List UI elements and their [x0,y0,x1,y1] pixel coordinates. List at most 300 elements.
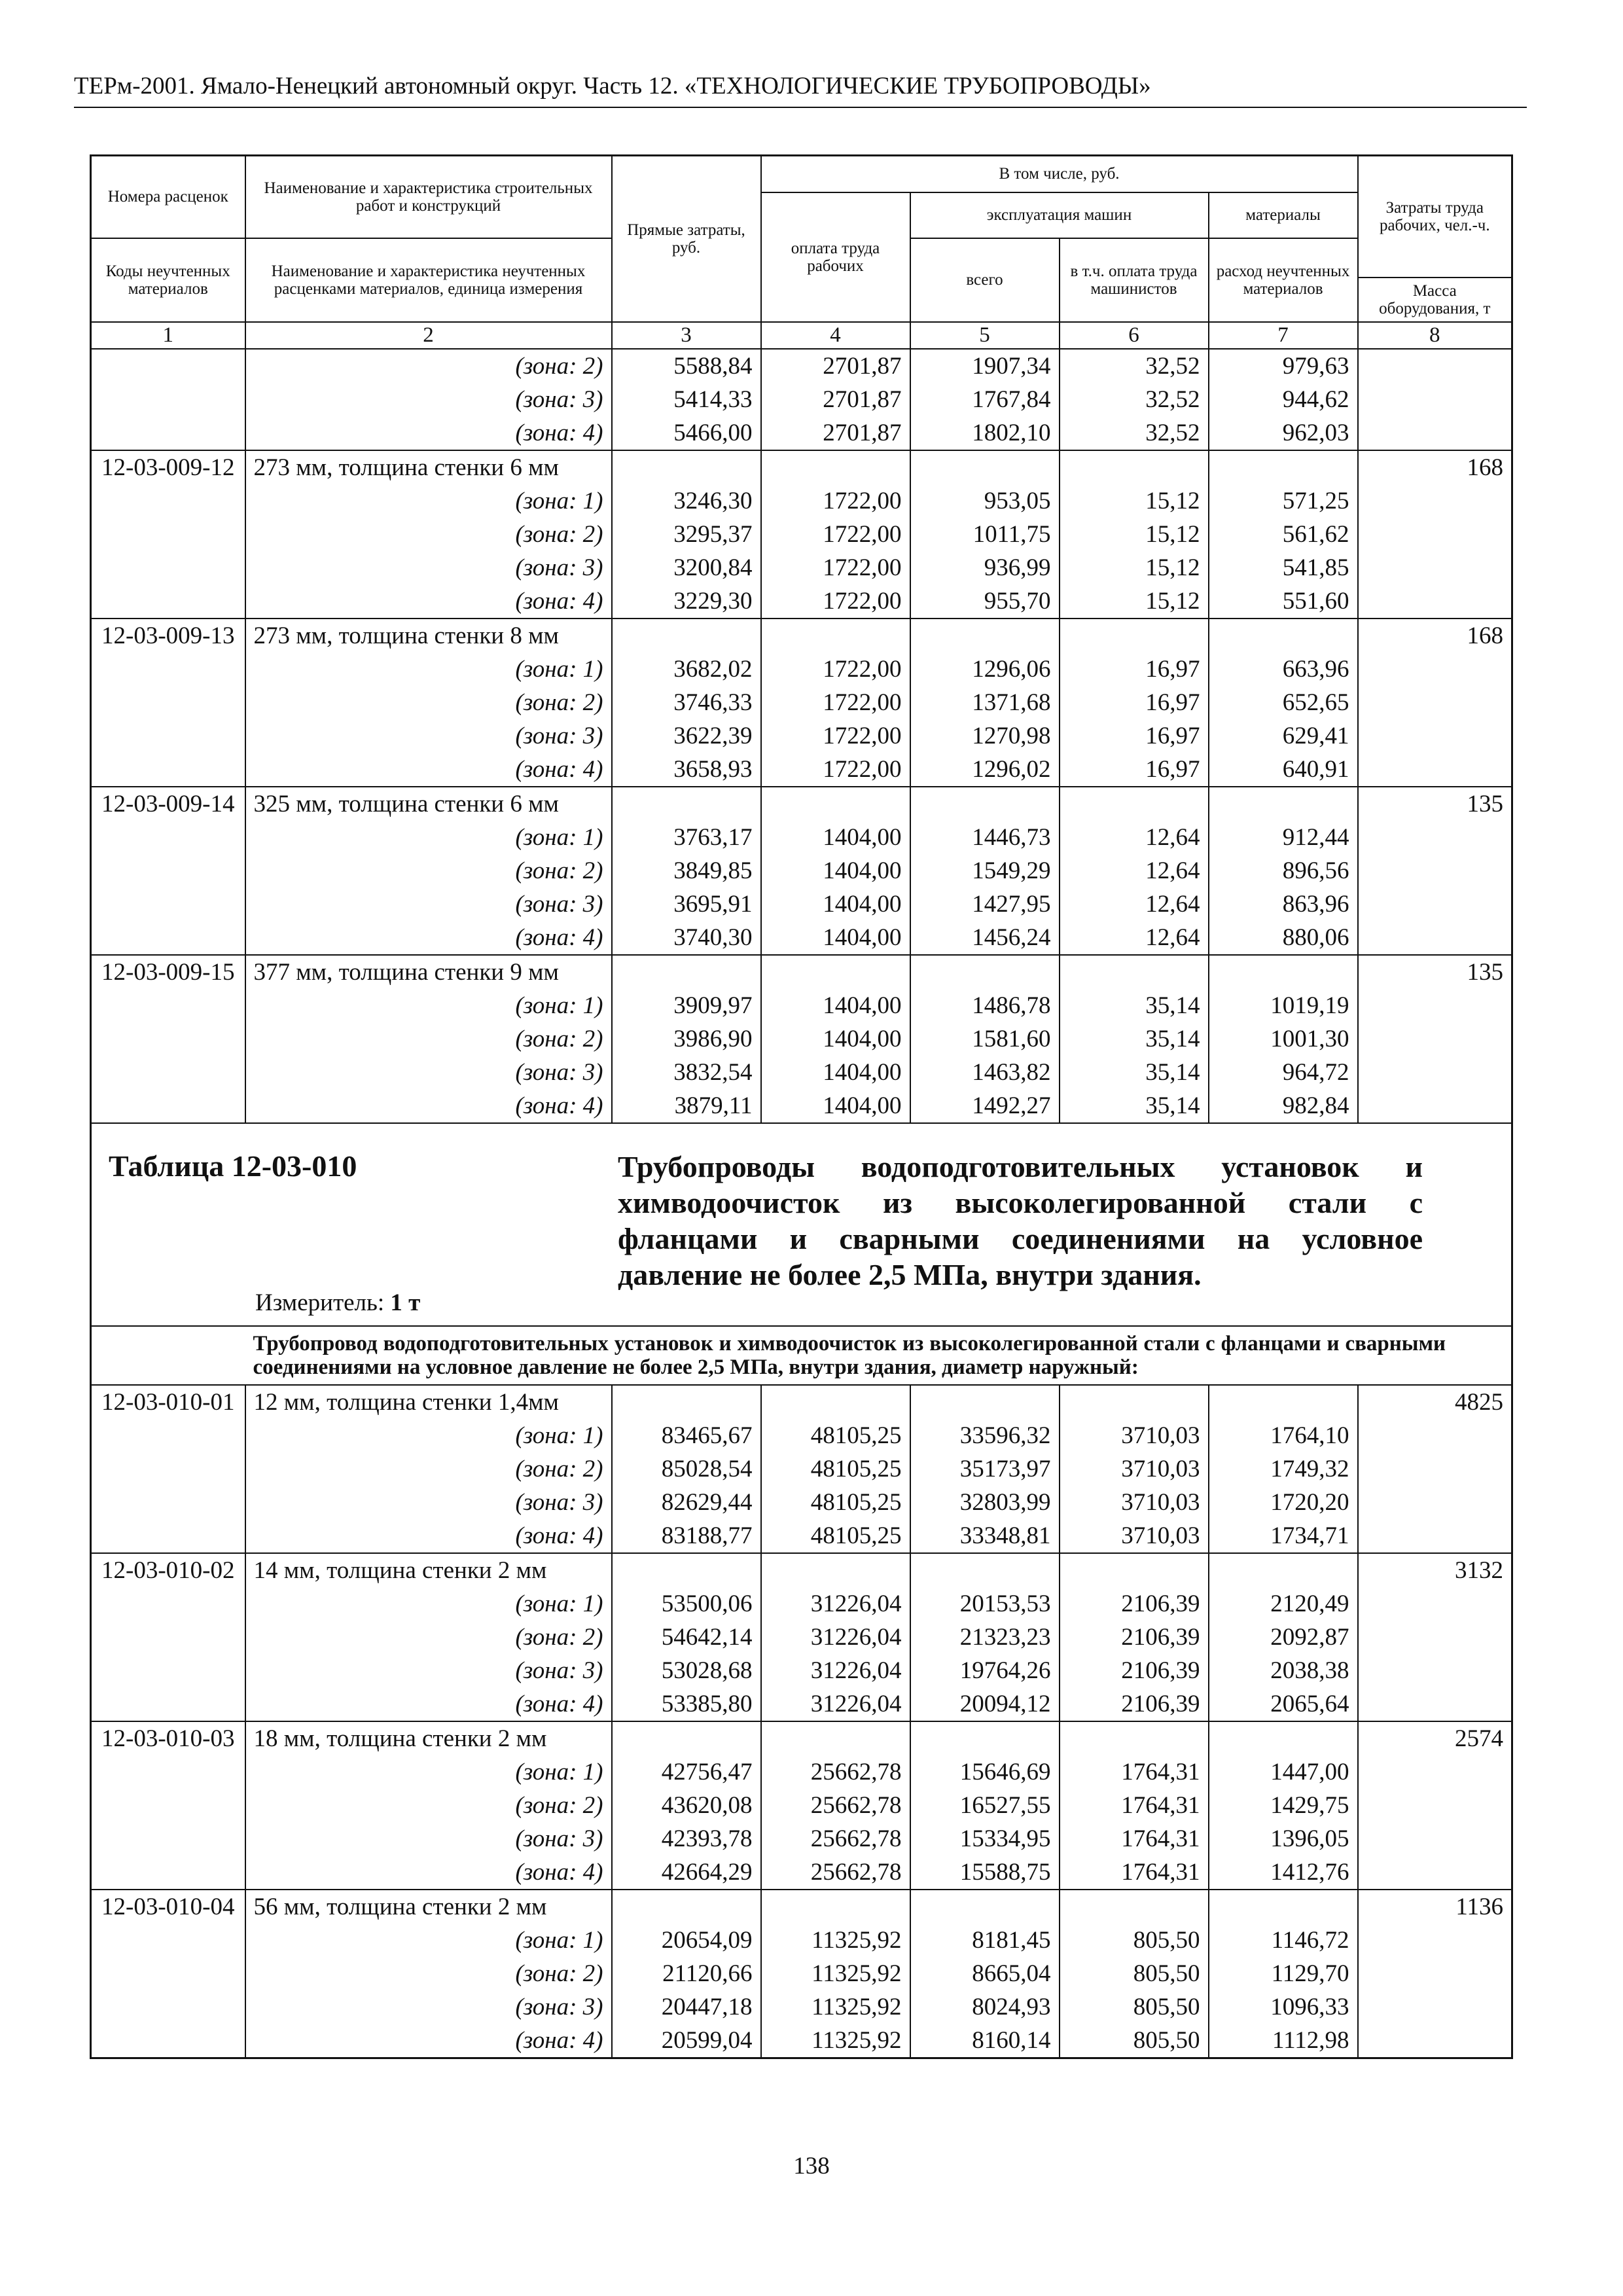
zone-row [91,1519,1512,1553]
machines-total: 953,05 [910,484,1060,518]
empty-cell [1358,1621,1512,1654]
machines-total: 20153,53 [910,1587,1060,1621]
zone-row [91,1621,1512,1654]
empty-cell [612,619,761,653]
empty-cell [1358,1822,1512,1856]
wages-cost: 1404,00 [761,921,910,955]
rates-table [90,154,1513,2059]
zone-row [91,1654,1512,1687]
operator-wages: 805,50 [1060,1957,1209,1990]
zone-label: (зона: 2) [245,349,612,383]
materials-cost: 1764,10 [1209,1419,1358,1452]
header-unaccounted-materials: расход неучтенных материалов [1209,238,1358,322]
direct-cost: 43620,08 [612,1789,761,1822]
direct-cost: 83188,77 [612,1519,761,1553]
operator-wages: 1764,31 [1060,1755,1209,1789]
zone-label: (зона: 2) [245,1789,612,1822]
zone-row [91,1486,1512,1519]
empty-cell [761,1721,910,1755]
rate-code: 12-03-009-15 [91,955,245,989]
empty-cell [612,1721,761,1755]
empty-cell [1358,921,1512,955]
zone-label: (зона: 2) [245,854,612,888]
empty-cell [1358,686,1512,719]
wages-cost: 2701,87 [761,383,910,416]
empty-cell [761,787,910,821]
empty-cell [1358,551,1512,584]
column-number: 2 [245,322,612,349]
materials-cost: 1447,00 [1209,1755,1358,1789]
empty-cell [1358,1990,1512,2024]
zone-label: (зона: 3) [245,1654,612,1687]
operator-wages: 12,64 [1060,888,1209,921]
empty-cell [1358,1924,1512,1957]
zone-label: (зона: 3) [245,1486,612,1519]
wages-cost: 25662,78 [761,1789,910,1822]
empty-cell [1060,1721,1209,1755]
machines-total: 1446,73 [910,821,1060,854]
zone-row [91,921,1512,955]
operator-wages: 32,52 [1060,383,1209,416]
direct-cost: 53028,68 [612,1654,761,1687]
empty-cell [1358,2024,1512,2058]
direct-cost: 3746,33 [612,686,761,719]
header-machines-total: всего [910,238,1060,322]
machines-total: 1427,95 [910,888,1060,921]
empty-cell [1209,1553,1358,1587]
header-materials: материалы [1209,192,1358,238]
empty-cell [910,1385,1060,1419]
operator-wages: 2106,39 [1060,1587,1209,1621]
table-header [91,156,1512,349]
materials-cost: 896,56 [1209,854,1358,888]
direct-cost: 42756,47 [612,1755,761,1789]
machines-total: 1296,06 [910,653,1060,686]
zone-label: (зона: 4) [245,416,612,450]
materials-cost: 1019,19 [1209,989,1358,1022]
machines-total: 21323,23 [910,1621,1060,1654]
rate-item-row [91,1553,1512,1587]
wages-cost: 1404,00 [761,821,910,854]
operator-wages: 2106,39 [1060,1621,1209,1654]
wages-cost: 25662,78 [761,1856,910,1890]
operator-wages: 15,12 [1060,484,1209,518]
operator-wages: 805,50 [1060,1990,1209,2024]
empty-cell [612,955,761,989]
empty-cell [761,1385,910,1419]
materials-cost: 2120,49 [1209,1587,1358,1621]
empty-cell [1358,1022,1512,1056]
column-number: 3 [612,322,761,349]
column-number: 4 [761,322,910,349]
empty-cell [1358,989,1512,1022]
materials-cost: 551,60 [1209,584,1358,619]
empty-cell [910,619,1060,653]
zone-label: (зона: 4) [245,921,612,955]
labor-cost: 168 [1358,619,1512,653]
empty-cell [91,1654,245,1687]
header-equipment-mass: Масса оборудования, т [1358,278,1512,322]
header-rate-numbers: Номера расценок [91,156,245,238]
zone-label: (зона: 4) [245,1687,612,1721]
direct-cost: 53500,06 [612,1587,761,1621]
empty-cell [91,2024,245,2058]
zone-row [91,584,1512,619]
zone-row [91,1056,1512,1089]
machines-total: 15334,95 [910,1822,1060,1856]
zone-row [91,1687,1512,1721]
measure-value: 1 т [390,1289,421,1316]
empty-cell [91,686,245,719]
direct-cost: 5588,84 [612,349,761,383]
column-number: 6 [1060,322,1209,349]
empty-cell [91,719,245,753]
empty-cell [910,1890,1060,1924]
zone-label: (зона: 1) [245,1924,612,1957]
empty-cell [1209,1721,1358,1755]
zone-label: (зона: 2) [245,1957,612,1990]
header-labor-costs: Затраты труда рабочих, чел.-ч. [1358,156,1512,278]
header-material-names: Наименование и характеристика неучтенных расценками материалов, единица измерения [245,238,612,322]
wages-cost: 1722,00 [761,551,910,584]
measure-label: Измеритель: [255,1289,385,1316]
materials-cost: 2038,38 [1209,1654,1358,1687]
direct-cost: 3832,54 [612,1056,761,1089]
machines-total: 955,70 [910,584,1060,619]
section-description: Трубопровод водоподготовительных установок и химводоочисток из высоколегированной стали с фланцами и сварными соединениями на условное давление не более 2,5 МПа, внутри здания, диаметр наружный: [245,1326,1512,1385]
direct-cost: 82629,44 [612,1486,761,1519]
labor-cost: 135 [1358,787,1512,821]
machines-total: 15646,69 [910,1755,1060,1789]
zone-row [91,1957,1512,1990]
materials-cost: 652,65 [1209,686,1358,719]
machines-total: 33348,81 [910,1519,1060,1553]
materials-cost: 1096,33 [1209,1990,1358,2024]
empty-cell [91,1452,245,1486]
zone-row [91,989,1512,1022]
machines-total: 1296,02 [910,753,1060,787]
rows-bottom [91,1385,1512,2058]
operator-wages: 16,97 [1060,753,1209,787]
materials-cost: 640,91 [1209,753,1358,787]
zone-row [91,1856,1512,1890]
zone-label: (зона: 1) [245,821,612,854]
empty-cell [1358,1056,1512,1089]
zone-row [91,1924,1512,1957]
empty-cell [91,1056,245,1089]
zone-label: (зона: 2) [245,1621,612,1654]
materials-cost: 1129,70 [1209,1957,1358,1990]
materials-cost: 880,06 [1209,921,1358,955]
zone-label: (зона: 2) [245,686,612,719]
direct-cost: 54642,14 [612,1621,761,1654]
empty-cell [91,349,245,383]
empty-cell [91,416,245,450]
zone-label: (зона: 3) [245,719,612,753]
empty-cell [1209,1890,1358,1924]
measure-unit [255,1289,420,1317]
empty-cell [1209,787,1358,821]
empty-cell [1358,1654,1512,1687]
machines-total: 35173,97 [910,1452,1060,1486]
section-description-row [91,1326,1512,1385]
empty-cell [91,888,245,921]
column-number: 8 [1358,322,1512,349]
machines-total: 15588,75 [910,1856,1060,1890]
empty-cell [91,653,245,686]
empty-cell [1060,1553,1209,1587]
empty-cell [91,484,245,518]
operator-wages: 32,52 [1060,349,1209,383]
empty-cell [910,450,1060,484]
operator-wages: 16,97 [1060,719,1209,753]
zone-row [91,821,1512,854]
operator-wages: 15,12 [1060,518,1209,551]
empty-cell [1358,518,1512,551]
zone-label: (зона: 2) [245,1022,612,1056]
empty-cell [1358,888,1512,921]
zone-row [91,1822,1512,1856]
wages-cost: 1722,00 [761,653,910,686]
direct-cost: 3695,91 [612,888,761,921]
direct-cost: 3740,30 [612,921,761,955]
zone-row [91,653,1512,686]
empty-cell [91,1924,245,1957]
materials-cost: 964,72 [1209,1056,1358,1089]
column-number: 5 [910,322,1060,349]
rate-code: 12-03-010-03 [91,1721,245,1755]
zone-row [91,753,1512,787]
empty-cell [910,787,1060,821]
empty-cell [1358,1755,1512,1789]
zone-label: (зона: 3) [245,888,612,921]
direct-cost: 5414,33 [612,383,761,416]
empty-cell [1358,1587,1512,1621]
zone-label: (зона: 1) [245,653,612,686]
zone-row [91,1990,1512,2024]
empty-cell [612,450,761,484]
empty-cell [1358,1452,1512,1486]
direct-cost: 3986,90 [612,1022,761,1056]
zone-label: (зона: 3) [245,383,612,416]
empty-cell [612,1553,761,1587]
empty-cell [1209,955,1358,989]
header-machines: эксплуатация машин [910,192,1209,238]
wages-cost: 48105,25 [761,1452,910,1486]
operator-wages: 15,12 [1060,584,1209,619]
materials-cost: 1396,05 [1209,1822,1358,1856]
direct-cost: 3295,37 [612,518,761,551]
machines-total: 1486,78 [910,989,1060,1022]
empty-cell [91,1089,245,1123]
zone-row [91,888,1512,921]
empty-cell [91,1022,245,1056]
materials-cost: 962,03 [1209,416,1358,450]
empty-cell [91,854,245,888]
header-including: В том числе, руб. [761,156,1358,192]
header-wages: оплата труда рабочих [761,192,910,322]
zone-label: (зона: 1) [245,989,612,1022]
zone-row [91,416,1512,450]
materials-cost: 571,25 [1209,484,1358,518]
empty-cell [91,1755,245,1789]
materials-cost: 1429,75 [1209,1789,1358,1822]
empty-cell [91,989,245,1022]
zone-label: (зона: 4) [245,1519,612,1553]
empty-cell [761,955,910,989]
wages-cost: 31226,04 [761,1687,910,1721]
zone-row [91,349,1512,383]
rate-code: 12-03-009-12 [91,450,245,484]
header-direct-costs: Прямые затраты, руб. [612,156,761,322]
wages-cost: 48105,25 [761,1519,910,1553]
operator-wages: 1764,31 [1060,1789,1209,1822]
materials-cost: 1734,71 [1209,1519,1358,1553]
zone-label: (зона: 2) [245,1452,612,1486]
header-material-codes: Коды неучтенных материалов [91,238,245,322]
machines-total: 1549,29 [910,854,1060,888]
header-operator-wages: в т.ч. оплата труда машинистов [1060,238,1209,322]
zone-label: (зона: 3) [245,1056,612,1089]
machines-total: 1907,34 [910,349,1060,383]
empty-cell [1358,1519,1512,1553]
empty-cell [761,1553,910,1587]
empty-cell [1209,1385,1358,1419]
empty-cell [91,551,245,584]
wages-cost: 1404,00 [761,854,910,888]
zone-row [91,719,1512,753]
direct-cost: 3229,30 [612,584,761,619]
rate-item-row [91,1890,1512,1924]
labor-cost: 135 [1358,955,1512,989]
rate-name: 56 мм, толщина стенки 2 мм [245,1890,612,1924]
zone-row [91,686,1512,719]
rate-code: 12-03-010-01 [91,1385,245,1419]
zone-label: (зона: 3) [245,1822,612,1856]
table-title: Трубопроводы водоподготовительных установок и химводоочисток из высоколегированной стали с фланцами и сварными соединениями на условное давление не более 2,5 МПа, внутри здания. [618,1149,1423,1291]
zone-label: (зона: 4) [245,1856,612,1890]
rows-top [91,349,1512,1123]
direct-cost: 3200,84 [612,551,761,584]
empty-cell [91,1822,245,1856]
zone-label: (зона: 3) [245,1990,612,2024]
labor-cost: 3132 [1358,1553,1512,1587]
zone-label: (зона: 1) [245,1419,612,1452]
wages-cost: 2701,87 [761,349,910,383]
empty-cell [1358,1687,1512,1721]
materials-cost: 561,62 [1209,518,1358,551]
empty-cell [91,1687,245,1721]
machines-total: 19764,26 [910,1654,1060,1687]
wages-cost: 1404,00 [761,989,910,1022]
operator-wages: 12,64 [1060,921,1209,955]
empty-cell [612,1385,761,1419]
zone-row [91,1022,1512,1056]
empty-cell [910,1721,1060,1755]
empty-cell [1060,450,1209,484]
wages-cost: 1722,00 [761,753,910,787]
machines-total: 1270,98 [910,719,1060,753]
materials-cost: 541,85 [1209,551,1358,584]
wages-cost: 1722,00 [761,518,910,551]
materials-cost: 2092,87 [1209,1621,1358,1654]
zone-row [91,1755,1512,1789]
materials-cost: 1001,30 [1209,1022,1358,1056]
direct-cost: 3849,85 [612,854,761,888]
wages-cost: 11325,92 [761,1924,910,1957]
materials-cost: 1112,98 [1209,2024,1358,2058]
materials-cost: 629,41 [1209,719,1358,753]
empty-cell [1358,383,1512,416]
zone-row [91,1419,1512,1452]
running-head: ТЕРм-2001. Ямало-Ненецкий автономный округ. Часть 12. «ТЕХНОЛОГИЧЕСКИЕ ТРУБОПРОВОДЫ» [74,72,1527,108]
labor-cost: 4825 [1358,1385,1512,1419]
materials-cost: 863,96 [1209,888,1358,921]
zone-row [91,1452,1512,1486]
machines-total: 1011,75 [910,518,1060,551]
empty-cell [612,787,761,821]
empty-cell [761,619,910,653]
operator-wages: 3710,03 [1060,1419,1209,1452]
materials-cost: 1749,32 [1209,1452,1358,1486]
zone-label: (зона: 2) [245,518,612,551]
operator-wages: 12,64 [1060,854,1209,888]
empty-cell [910,955,1060,989]
rate-name: 273 мм, толщина стенки 8 мм [245,619,612,653]
empty-cell [91,1990,245,2024]
machines-total: 1371,68 [910,686,1060,719]
zone-row [91,518,1512,551]
wages-cost: 31226,04 [761,1587,910,1621]
wages-cost: 11325,92 [761,1957,910,1990]
wages-cost: 1404,00 [761,1089,910,1123]
machines-total: 1456,24 [910,921,1060,955]
operator-wages: 15,12 [1060,551,1209,584]
empty-cell [1358,416,1512,450]
operator-wages: 12,64 [1060,821,1209,854]
column-number: 7 [1209,322,1358,349]
empty-cell [1358,1957,1512,1990]
header-work-name: Наименование и характеристика строительных работ и конструкций [245,156,612,238]
rate-name: 325 мм, толщина стенки 6 мм [245,787,612,821]
operator-wages: 35,14 [1060,1022,1209,1056]
page-number: 138 [793,2153,830,2179]
empty-cell [91,821,245,854]
direct-cost: 42393,78 [612,1822,761,1856]
zone-row [91,1789,1512,1822]
rate-name: 377 мм, толщина стенки 9 мм [245,955,612,989]
operator-wages: 35,14 [1060,1056,1209,1089]
zone-label: (зона: 1) [245,1587,612,1621]
direct-cost: 53385,80 [612,1687,761,1721]
empty-cell [91,518,245,551]
machines-total: 1492,27 [910,1089,1060,1123]
wages-cost: 31226,04 [761,1621,910,1654]
empty-cell [1209,450,1358,484]
empty-cell [761,1890,910,1924]
operator-wages: 3710,03 [1060,1519,1209,1553]
machines-total: 1581,60 [910,1022,1060,1056]
empty-cell [1209,619,1358,653]
labor-cost: 168 [1358,450,1512,484]
operator-wages: 2106,39 [1060,1687,1209,1721]
machines-total: 936,99 [910,551,1060,584]
materials-cost: 912,44 [1209,821,1358,854]
empty-cell [91,1789,245,1822]
machines-total: 1767,84 [910,383,1060,416]
wages-cost: 1722,00 [761,484,910,518]
direct-cost: 42664,29 [612,1856,761,1890]
